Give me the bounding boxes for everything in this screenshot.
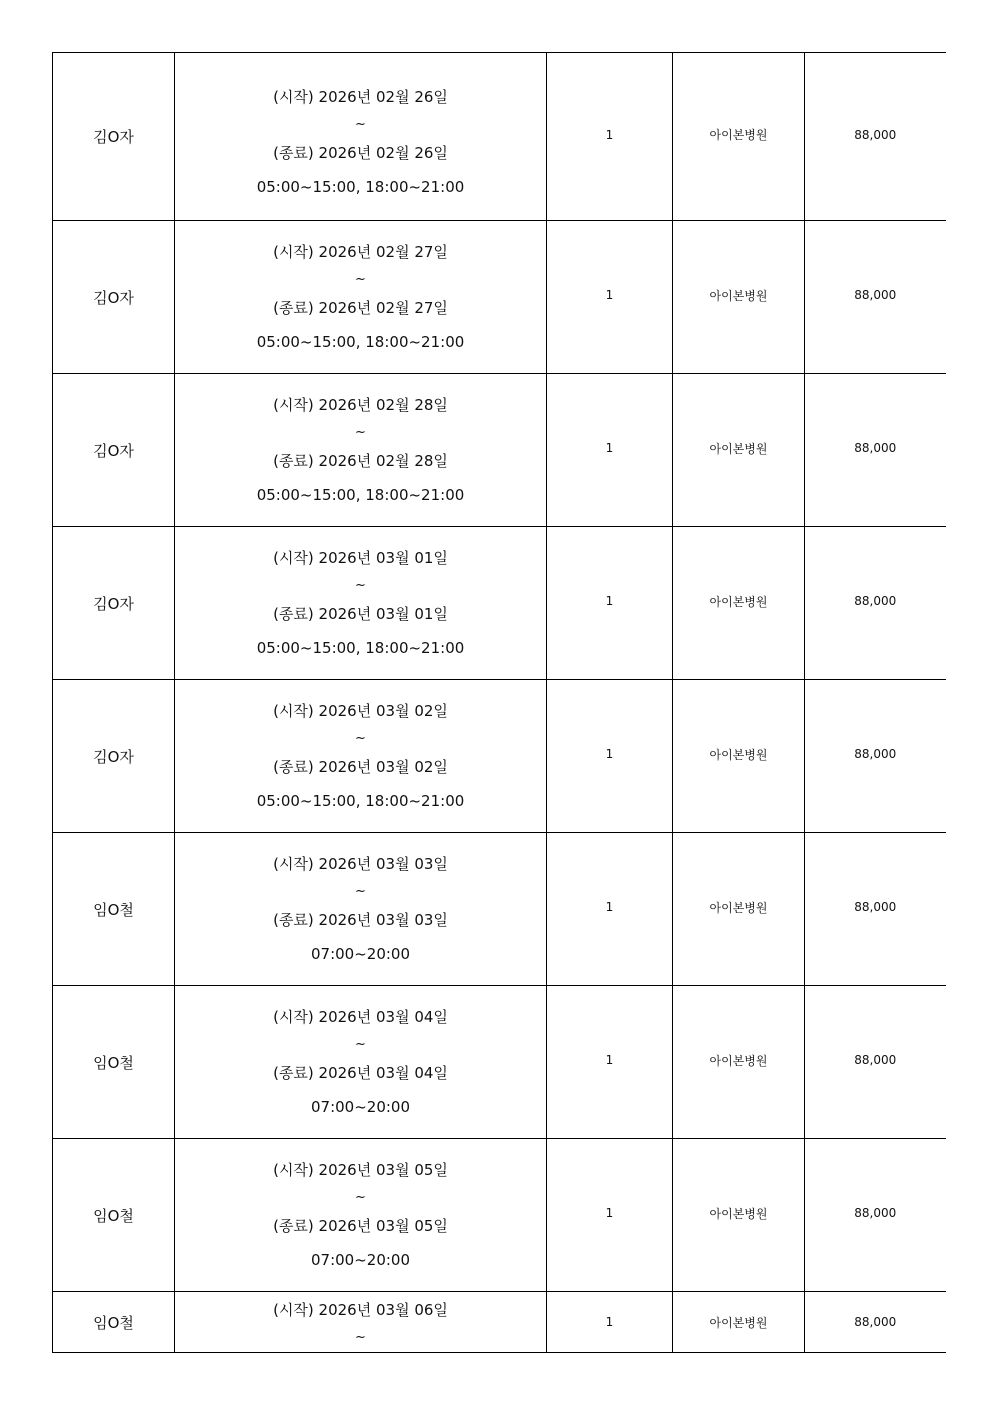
table-row bbox=[53, 986, 946, 1139]
amount-value: 88,000 bbox=[854, 441, 897, 455]
start-date: (시작) 2026년 03월 05일 bbox=[273, 1161, 448, 1179]
quantity-cell bbox=[547, 680, 673, 833]
range-separator: ~ bbox=[355, 425, 366, 440]
period-cell bbox=[175, 374, 547, 527]
name-cell: 임O철 bbox=[53, 1292, 175, 1353]
amount-cell bbox=[805, 374, 946, 527]
time-range: 05:00~15:00, 18:00~21:00 bbox=[256, 792, 465, 810]
period-cell bbox=[175, 680, 547, 833]
range-separator: ~ bbox=[355, 272, 366, 287]
hospital-name: 아이본병원 bbox=[709, 441, 768, 456]
amount-value: 88,000 bbox=[854, 1206, 897, 1220]
range-separator: ~ bbox=[355, 731, 366, 746]
table-row bbox=[53, 53, 946, 221]
period-cell bbox=[175, 986, 547, 1139]
start-date: (시작) 2026년 02월 26일 bbox=[273, 88, 448, 106]
quantity-cell bbox=[547, 986, 673, 1139]
name-cell: 임O철 bbox=[53, 1139, 175, 1292]
time-range: 05:00~15:00, 18:00~21:00 bbox=[256, 178, 465, 196]
amount-value: 88,000 bbox=[854, 747, 897, 761]
end-date: (종료) 2026년 03월 05일 bbox=[273, 1217, 448, 1235]
end-date: (종료) 2026년 02월 27일 bbox=[273, 299, 448, 317]
hospital-name: 아이본병원 bbox=[709, 594, 768, 609]
quantity-value: 1 bbox=[605, 127, 614, 142]
quantity-cell bbox=[547, 374, 673, 527]
time-range: 07:00~20:00 bbox=[310, 1098, 411, 1116]
end-date: (종료) 2026년 03월 03일 bbox=[273, 911, 448, 929]
amount-cell bbox=[805, 833, 946, 986]
start-date: (시작) 2026년 02월 27일 bbox=[273, 243, 448, 261]
amount-value: 88,000 bbox=[854, 900, 897, 914]
table-row bbox=[53, 527, 946, 680]
hospital-name: 아이본병원 bbox=[709, 1206, 768, 1221]
amount-value: 88,000 bbox=[854, 594, 897, 608]
hospital-cell bbox=[673, 374, 805, 527]
period-cell bbox=[175, 221, 547, 374]
hospital-name: 아이본병원 bbox=[709, 128, 768, 142]
quantity-value: 1 bbox=[605, 747, 614, 761]
amount-cell bbox=[805, 986, 946, 1139]
amount-value: 88,000 bbox=[854, 1053, 897, 1067]
time-range: 05:00~15:00, 18:00~21:00 bbox=[256, 486, 465, 504]
quantity-cell bbox=[547, 221, 673, 374]
hospital-cell bbox=[673, 833, 805, 986]
amount-value: 88,000 bbox=[854, 288, 897, 302]
hospital-cell bbox=[673, 221, 805, 374]
table-row bbox=[53, 833, 946, 986]
name-cell: 김O자 bbox=[53, 374, 175, 527]
quantity-cell bbox=[547, 527, 673, 680]
hospital-name: 아이본병원 bbox=[709, 1053, 768, 1068]
start-date: (시작) 2026년 02월 28일 bbox=[273, 396, 448, 414]
range-separator: ~ bbox=[355, 1190, 366, 1205]
amount-cell bbox=[805, 527, 946, 680]
start-date: (시작) 2026년 03월 01일 bbox=[273, 549, 448, 567]
range-separator: ~ bbox=[355, 884, 366, 899]
name-cell: 김O자 bbox=[53, 53, 175, 221]
hospital-name: 아이본병원 bbox=[709, 747, 768, 762]
quantity-value: 1 bbox=[605, 1206, 614, 1220]
hospital-cell bbox=[673, 1139, 805, 1292]
start-date: (시작) 2026년 03월 06일 bbox=[273, 1301, 448, 1319]
range-separator: ~ bbox=[355, 1330, 366, 1345]
time-range: 07:00~20:00 bbox=[310, 945, 411, 963]
schedule-table bbox=[52, 52, 946, 1353]
hospital-cell bbox=[673, 527, 805, 680]
start-date: (시작) 2026년 03월 02일 bbox=[273, 702, 448, 720]
time-range: 05:00~15:00, 18:00~21:00 bbox=[256, 333, 465, 351]
amount-value: 88,000 bbox=[854, 1315, 897, 1329]
end-date: (종료) 2026년 03월 01일 bbox=[273, 605, 448, 623]
quantity-cell bbox=[547, 53, 673, 221]
table-row bbox=[53, 1139, 946, 1292]
time-range: 07:00~20:00 bbox=[310, 1251, 411, 1269]
name-cell: 김O자 bbox=[53, 221, 175, 374]
end-date: (종료) 2026년 03월 02일 bbox=[273, 758, 448, 776]
quantity-value: 1 bbox=[605, 1315, 614, 1329]
hospital-name: 아이본병원 bbox=[709, 900, 768, 915]
period-cell bbox=[175, 1139, 547, 1292]
end-date: (종료) 2026년 03월 04일 bbox=[273, 1064, 448, 1082]
amount-cell bbox=[805, 1292, 946, 1353]
hospital-cell bbox=[673, 986, 805, 1139]
quantity-cell bbox=[547, 1292, 673, 1353]
table-row bbox=[53, 374, 946, 527]
range-separator: ~ bbox=[355, 117, 366, 132]
name-cell: 임O철 bbox=[53, 833, 175, 986]
amount-cell bbox=[805, 680, 946, 833]
amount-value: 88,000 bbox=[854, 127, 897, 142]
hospital-name: 아이본병원 bbox=[709, 288, 768, 303]
time-range: 05:00~15:00, 18:00~21:00 bbox=[256, 639, 465, 657]
quantity-value: 1 bbox=[605, 1053, 614, 1067]
quantity-cell bbox=[547, 1139, 673, 1292]
quantity-value: 1 bbox=[605, 288, 614, 302]
table-row bbox=[53, 680, 946, 833]
start-date: (시작) 2026년 03월 04일 bbox=[273, 1008, 448, 1026]
hospital-name: 아이본병원 bbox=[709, 1315, 768, 1330]
table-row bbox=[53, 221, 946, 374]
range-separator: ~ bbox=[355, 578, 366, 593]
name-cell: 김O자 bbox=[53, 527, 175, 680]
end-date: (종료) 2026년 02월 26일 bbox=[273, 144, 448, 162]
hospital-cell bbox=[673, 1292, 805, 1353]
amount-cell bbox=[805, 221, 946, 374]
hospital-cell bbox=[673, 680, 805, 833]
period-cell bbox=[175, 1292, 547, 1353]
amount-cell bbox=[805, 1139, 946, 1292]
period-cell bbox=[175, 833, 547, 986]
period-cell bbox=[175, 527, 547, 680]
quantity-value: 1 bbox=[605, 900, 614, 914]
quantity-value: 1 bbox=[605, 441, 614, 455]
amount-cell bbox=[805, 53, 946, 221]
table-row bbox=[53, 1292, 946, 1353]
hospital-cell bbox=[673, 53, 805, 221]
quantity-cell bbox=[547, 833, 673, 986]
name-cell: 임O철 bbox=[53, 986, 175, 1139]
end-date: (종료) 2026년 02월 28일 bbox=[273, 452, 448, 470]
range-separator: ~ bbox=[355, 1037, 366, 1052]
quantity-value: 1 bbox=[605, 594, 614, 608]
start-date: (시작) 2026년 03월 03일 bbox=[273, 855, 448, 873]
period-cell bbox=[175, 53, 547, 221]
name-cell: 김O자 bbox=[53, 680, 175, 833]
